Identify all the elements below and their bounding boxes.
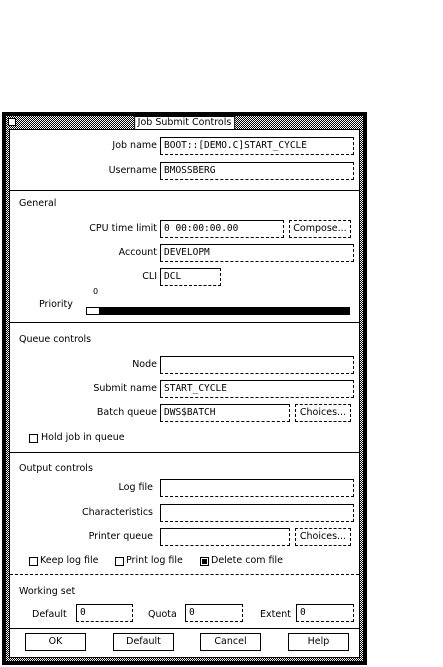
separator [10,628,359,629]
compose-button[interactable]: Compose... [289,220,351,238]
username-field[interactable]: BMOSSBERG [160,162,354,180]
batch-queue-label: Batch queue [96,407,157,418]
cancel-button[interactable]: Cancel [200,633,261,651]
separator [10,452,359,453]
job-name-label: Job name [112,140,157,151]
working-extent-field[interactable]: 0 [296,604,354,622]
dialog-title: Job Submit Controls [134,116,236,130]
priority-slider[interactable] [86,307,350,315]
account-field[interactable]: DEVELOPM [160,244,354,262]
priority-value: 0 [93,287,99,296]
print-log-checkbox[interactable] [115,557,124,566]
characteristics-label: Characteristics [81,507,153,518]
queue-controls-heading: Queue controls [19,334,92,345]
job-name-field[interactable]: BOOT::[DEMO.C]START_CYCLE [160,137,354,155]
printer-queue-choices-button[interactable]: Choices... [295,528,351,546]
general-heading: General [19,198,57,209]
cli-label: CLI [142,271,157,282]
printer-queue-field[interactable] [160,528,290,546]
keep-log-checkbox[interactable] [29,557,38,566]
working-extent-label: Extent [260,609,291,620]
working-quota-field[interactable]: 0 [185,604,243,622]
delete-com-label[interactable]: Delete com file [211,555,284,566]
hold-job-label[interactable]: Hold job in queue [41,432,125,443]
ok-button[interactable]: OK [25,633,86,651]
separator [10,574,359,575]
separator [10,322,359,323]
working-default-label: Default [32,609,67,620]
node-label: Node [132,359,157,370]
window-menu-icon[interactable] [8,118,16,126]
cpu-time-label: CPU time limit [89,223,157,234]
cli-field[interactable]: DCL [160,268,221,286]
node-field[interactable] [160,356,354,374]
hold-job-checkbox[interactable] [29,434,38,443]
submit-name-field[interactable]: START_CYCLE [160,380,354,398]
printer-queue-label: Printer queue [88,531,153,542]
working-quota-label: Quota [148,609,177,620]
working-default-field[interactable]: 0 [76,604,133,622]
account-label: Account [118,247,157,258]
priority-label: Priority [39,299,73,310]
job-submit-dialog [2,112,367,665]
print-log-label[interactable]: Print log file [126,555,183,566]
cpu-time-field[interactable]: 0 00:00:00.00 [160,220,284,238]
working-set-heading: Working set [19,586,76,597]
batch-queue-field[interactable]: DWS$BATCH [160,404,290,422]
output-controls-heading: Output controls [19,463,93,474]
delete-com-checkbox[interactable] [200,557,209,566]
characteristics-field[interactable] [160,504,354,522]
dialog-body [9,129,360,658]
batch-queue-choices-button[interactable]: Choices... [295,404,351,422]
log-file-label: Log file [118,482,153,493]
separator [10,190,359,191]
submit-name-label: Submit name [93,383,157,394]
title-bar[interactable] [6,116,363,129]
priority-slider-thumb[interactable] [87,308,100,314]
username-label: Username [108,165,157,176]
log-file-field[interactable] [160,479,354,497]
help-button[interactable]: Help [288,633,349,651]
keep-log-label[interactable]: Keep log file [40,555,99,566]
default-button[interactable]: Default [113,633,174,651]
